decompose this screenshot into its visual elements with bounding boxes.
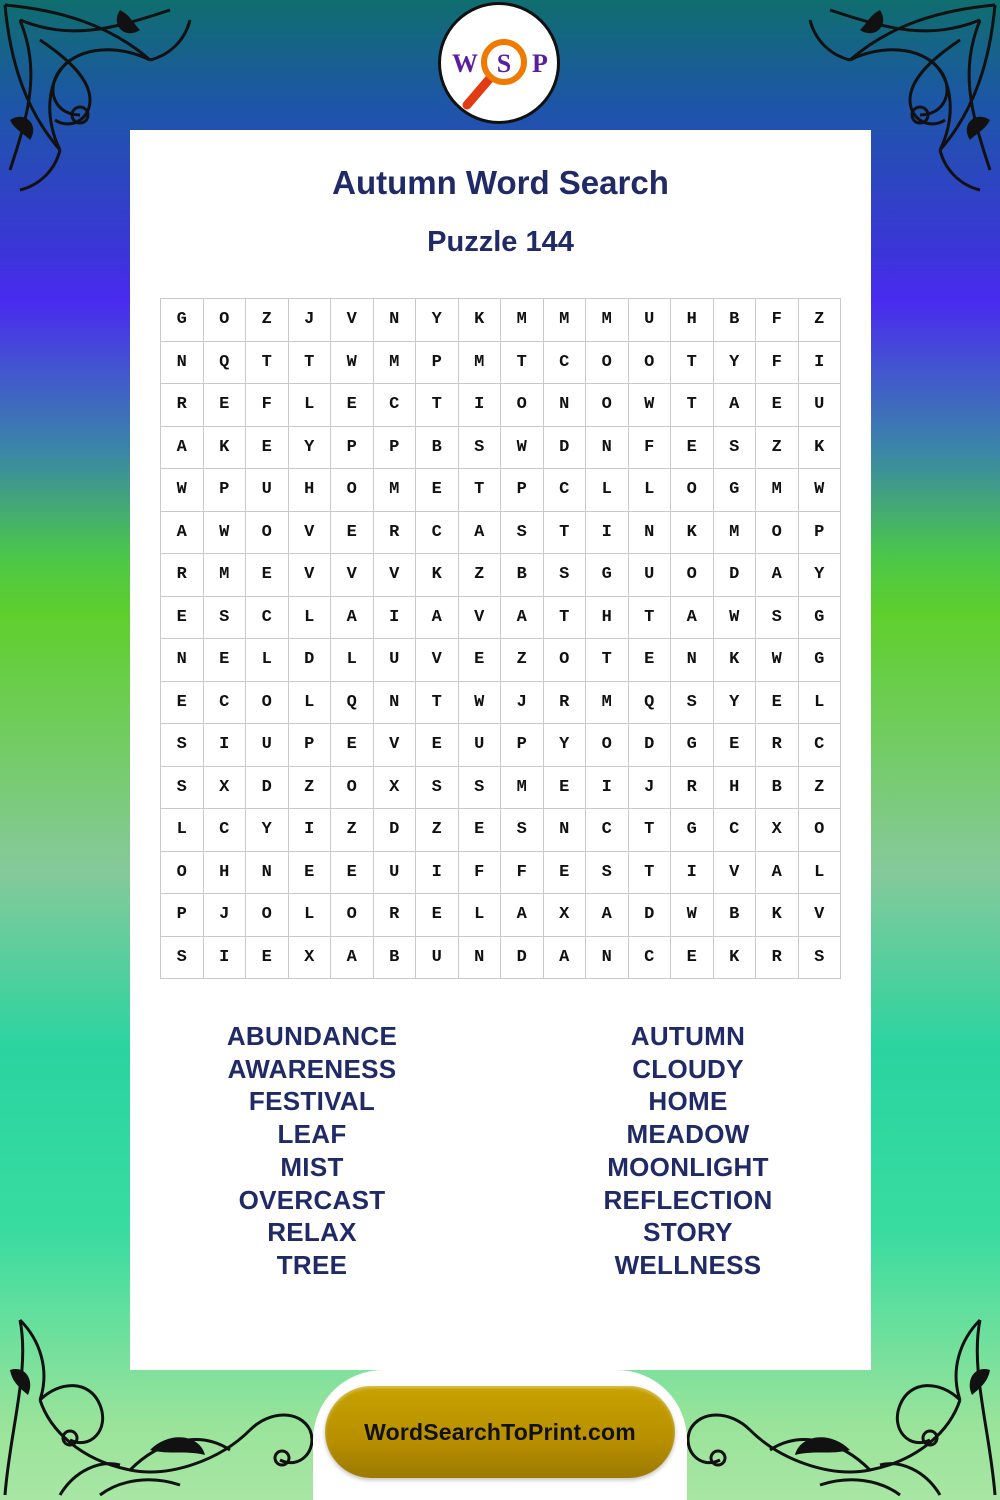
grid-cell[interactable]: Y: [246, 809, 289, 852]
grid-cell[interactable]: Y: [714, 342, 757, 385]
grid-cell[interactable]: W: [714, 597, 757, 640]
grid-cell[interactable]: A: [756, 554, 799, 597]
grid-cell[interactable]: S: [671, 682, 714, 725]
grid-cell[interactable]: E: [544, 767, 587, 810]
grid-cell[interactable]: V: [374, 724, 417, 767]
grid-cell[interactable]: W: [501, 427, 544, 470]
grid-cell[interactable]: C: [629, 937, 672, 980]
grid-cell[interactable]: Q: [204, 342, 247, 385]
grid-cell[interactable]: T: [629, 852, 672, 895]
grid-cell[interactable]: Z: [331, 809, 374, 852]
grid-cell[interactable]: A: [671, 597, 714, 640]
grid-cell[interactable]: Q: [331, 682, 374, 725]
grid-cell[interactable]: Z: [756, 427, 799, 470]
grid-cell[interactable]: F: [756, 299, 799, 342]
grid-cell[interactable]: X: [544, 894, 587, 937]
grid-cell[interactable]: N: [586, 937, 629, 980]
grid-cell[interactable]: X: [204, 767, 247, 810]
grid-cell[interactable]: M: [714, 512, 757, 555]
grid-cell[interactable]: E: [416, 724, 459, 767]
grid-cell[interactable]: X: [756, 809, 799, 852]
grid-cell[interactable]: U: [459, 724, 502, 767]
letter-grid[interactable]: [160, 298, 841, 979]
grid-cell[interactable]: E: [756, 682, 799, 725]
grid-cell[interactable]: S: [501, 809, 544, 852]
grid-cell[interactable]: E: [629, 639, 672, 682]
grid-cell[interactable]: G: [799, 639, 842, 682]
word-item: FESTIVAL: [248, 1086, 376, 1117]
word-item: STORY: [643, 1217, 733, 1248]
grid-cell[interactable]: F: [756, 342, 799, 385]
grid-cell[interactable]: C: [246, 597, 289, 640]
grid-cell[interactable]: E: [416, 894, 459, 937]
grid-cell[interactable]: K: [204, 427, 247, 470]
grid-cell[interactable]: K: [714, 937, 757, 980]
word-item: LEAF: [277, 1119, 347, 1150]
grid-cell[interactable]: D: [501, 937, 544, 980]
word-item: HOME: [648, 1086, 728, 1117]
grid-cell[interactable]: E: [714, 724, 757, 767]
grid-cell[interactable]: P: [374, 427, 417, 470]
grid-cell[interactable]: U: [374, 852, 417, 895]
grid-cell[interactable]: U: [629, 299, 672, 342]
grid-cell[interactable]: D: [629, 724, 672, 767]
grid-cell[interactable]: Z: [416, 809, 459, 852]
grid-cell[interactable]: L: [289, 597, 332, 640]
grid-cell[interactable]: S: [416, 767, 459, 810]
grid-cell[interactable]: H: [586, 597, 629, 640]
grid-cell[interactable]: T: [416, 384, 459, 427]
grid-cell[interactable]: E: [161, 682, 204, 725]
grid-cell[interactable]: V: [374, 554, 417, 597]
grid-cell[interactable]: L: [459, 894, 502, 937]
grid-cell[interactable]: R: [374, 512, 417, 555]
grid-cell[interactable]: E: [246, 554, 289, 597]
grid-cell[interactable]: B: [714, 894, 757, 937]
word-item: AUTUMN: [630, 1021, 746, 1051]
grid-cell[interactable]: S: [714, 427, 757, 470]
grid-cell[interactable]: R: [544, 682, 587, 725]
grid-cell[interactable]: N: [459, 937, 502, 980]
grid-cell[interactable]: O: [246, 682, 289, 725]
grid-cell[interactable]: N: [246, 852, 289, 895]
word-list-right-column: [538, 1020, 838, 1282]
grid-cell[interactable]: O: [799, 809, 842, 852]
grid-cell[interactable]: T: [246, 342, 289, 385]
grid-cell[interactable]: A: [586, 894, 629, 937]
grid-cell[interactable]: E: [246, 427, 289, 470]
grid-cell[interactable]: P: [289, 724, 332, 767]
grid-cell[interactable]: O: [331, 767, 374, 810]
grid-cell[interactable]: Y: [799, 554, 842, 597]
grid-cell[interactable]: W: [161, 469, 204, 512]
grid-cell[interactable]: B: [501, 554, 544, 597]
grid-cell[interactable]: V: [714, 852, 757, 895]
grid-cell[interactable]: A: [416, 597, 459, 640]
grid-cell[interactable]: S: [161, 937, 204, 980]
grid-cell[interactable]: G: [714, 469, 757, 512]
grid-cell[interactable]: O: [756, 512, 799, 555]
grid-cell[interactable]: D: [289, 639, 332, 682]
grid-cell[interactable]: I: [289, 809, 332, 852]
grid-cell[interactable]: L: [629, 469, 672, 512]
grid-cell[interactable]: K: [459, 299, 502, 342]
word-item: TREE: [276, 1249, 348, 1280]
grid-cell[interactable]: I: [374, 597, 417, 640]
puzzle-number: Puzzle 144: [427, 226, 574, 258]
grid-cell[interactable]: R: [161, 554, 204, 597]
grid-cell[interactable]: E: [671, 427, 714, 470]
word-item: MIST: [280, 1151, 344, 1182]
grid-cell[interactable]: T: [671, 384, 714, 427]
grid-cell[interactable]: T: [586, 639, 629, 682]
grid-cell[interactable]: A: [331, 597, 374, 640]
grid-cell[interactable]: S: [544, 554, 587, 597]
grid-cell[interactable]: W: [671, 894, 714, 937]
grid-cell[interactable]: T: [671, 342, 714, 385]
grid-cell[interactable]: T: [629, 597, 672, 640]
grid-cell[interactable]: V: [459, 597, 502, 640]
grid-cell[interactable]: S: [756, 597, 799, 640]
grid-cell[interactable]: W: [459, 682, 502, 725]
grid-cell[interactable]: Z: [289, 767, 332, 810]
grid-cell[interactable]: J: [501, 682, 544, 725]
grid-cell[interactable]: C: [204, 809, 247, 852]
grid-cell[interactable]: N: [161, 639, 204, 682]
grid-cell[interactable]: B: [714, 299, 757, 342]
grid-cell[interactable]: N: [374, 682, 417, 725]
website-button[interactable]: [325, 1386, 675, 1478]
grid-cell[interactable]: Z: [459, 554, 502, 597]
grid-cell[interactable]: F: [246, 384, 289, 427]
grid-cell[interactable]: I: [671, 852, 714, 895]
grid-cell[interactable]: S: [204, 597, 247, 640]
grid-cell[interactable]: B: [416, 427, 459, 470]
grid-cell[interactable]: P: [501, 724, 544, 767]
grid-cell[interactable]: A: [459, 512, 502, 555]
grid-cell[interactable]: L: [289, 894, 332, 937]
grid-cell[interactable]: E: [671, 937, 714, 980]
grid-cell[interactable]: U: [246, 469, 289, 512]
word-item: MOONLIGHT: [607, 1151, 769, 1182]
grid-cell[interactable]: D: [714, 554, 757, 597]
grid-cell[interactable]: M: [459, 342, 502, 385]
grid-cell[interactable]: O: [246, 512, 289, 555]
grid-cell[interactable]: L: [586, 469, 629, 512]
grid-cell[interactable]: R: [756, 937, 799, 980]
grid-cell[interactable]: M: [501, 767, 544, 810]
grid-cell[interactable]: W: [629, 384, 672, 427]
grid-cell[interactable]: Q: [629, 682, 672, 725]
grid-cell[interactable]: C: [586, 809, 629, 852]
grid-cell[interactable]: A: [501, 894, 544, 937]
grid-cell[interactable]: J: [629, 767, 672, 810]
grid-cell[interactable]: P: [204, 469, 247, 512]
grid-cell[interactable]: U: [246, 724, 289, 767]
grid-cell[interactable]: Z: [246, 299, 289, 342]
grid-cell[interactable]: A: [544, 937, 587, 980]
grid-cell[interactable]: M: [586, 299, 629, 342]
grid-cell[interactable]: U: [799, 384, 842, 427]
grid-cell[interactable]: J: [289, 299, 332, 342]
grid-cell[interactable]: O: [204, 299, 247, 342]
grid-cell[interactable]: M: [374, 342, 417, 385]
grid-cell[interactable]: F: [629, 427, 672, 470]
grid-cell[interactable]: E: [459, 639, 502, 682]
grid-cell[interactable]: E: [331, 512, 374, 555]
grid-cell[interactable]: I: [204, 724, 247, 767]
word-item: AWARENESS: [227, 1053, 397, 1084]
grid-cell[interactable]: R: [374, 894, 417, 937]
grid-cell[interactable]: E: [161, 597, 204, 640]
word-item: WELLNESS: [614, 1249, 762, 1280]
grid-cell[interactable]: O: [671, 554, 714, 597]
grid-cell[interactable]: M: [586, 682, 629, 725]
grid-cell[interactable]: X: [374, 767, 417, 810]
grid-cell[interactable]: T: [629, 809, 672, 852]
grid-cell[interactable]: T: [459, 469, 502, 512]
grid-cell[interactable]: H: [671, 299, 714, 342]
grid-cell[interactable]: K: [756, 894, 799, 937]
grid-cell[interactable]: W: [331, 342, 374, 385]
grid-cell[interactable]: L: [289, 384, 332, 427]
grid-cell[interactable]: C: [799, 724, 842, 767]
grid-cell[interactable]: I: [204, 937, 247, 980]
logo-letter-p: P: [532, 49, 548, 78]
grid-cell[interactable]: O: [246, 894, 289, 937]
grid-cell[interactable]: I: [459, 384, 502, 427]
grid-cell[interactable]: A: [331, 937, 374, 980]
grid-cell[interactable]: J: [204, 894, 247, 937]
grid-cell[interactable]: R: [671, 767, 714, 810]
grid-cell[interactable]: A: [161, 427, 204, 470]
grid-cell[interactable]: Y: [544, 724, 587, 767]
grid-cell[interactable]: M: [204, 554, 247, 597]
grid-cell[interactable]: M: [501, 299, 544, 342]
grid-cell[interactable]: S: [799, 937, 842, 980]
grid-cell[interactable]: B: [374, 937, 417, 980]
grid-cell[interactable]: W: [204, 512, 247, 555]
word-item: REFLECTION: [603, 1184, 773, 1215]
grid-cell[interactable]: N: [161, 342, 204, 385]
grid-cell[interactable]: R: [161, 384, 204, 427]
grid-cell[interactable]: V: [799, 894, 842, 937]
grid-cell[interactable]: O: [161, 852, 204, 895]
grid-cell[interactable]: W: [756, 639, 799, 682]
grid-cell[interactable]: D: [246, 767, 289, 810]
grid-cell[interactable]: K: [671, 512, 714, 555]
grid-cell[interactable]: K: [416, 554, 459, 597]
grid-cell[interactable]: X: [289, 937, 332, 980]
page-title: Autumn Word Search: [332, 164, 669, 201]
word-item: ABUNDANCE: [226, 1021, 398, 1051]
word-item: OVERCAST: [238, 1184, 386, 1215]
grid-cell[interactable]: P: [161, 894, 204, 937]
grid-cell[interactable]: G: [161, 299, 204, 342]
word-list-left-column: [162, 1020, 462, 1282]
grid-cell[interactable]: E: [246, 937, 289, 980]
grid-cell[interactable]: E: [331, 852, 374, 895]
grid-cell[interactable]: A: [501, 597, 544, 640]
grid-cell[interactable]: P: [416, 342, 459, 385]
word-item: RELAX: [267, 1217, 357, 1248]
grid-cell[interactable]: A: [714, 384, 757, 427]
grid-cell[interactable]: I: [799, 342, 842, 385]
grid-cell[interactable]: S: [161, 724, 204, 767]
grid-cell[interactable]: U: [374, 639, 417, 682]
grid-cell[interactable]: E: [204, 384, 247, 427]
grid-cell[interactable]: N: [586, 427, 629, 470]
grid-cell[interactable]: V: [289, 554, 332, 597]
grid-cell[interactable]: H: [714, 767, 757, 810]
grid-cell[interactable]: M: [544, 299, 587, 342]
grid-cell[interactable]: I: [586, 767, 629, 810]
grid-cell[interactable]: G: [586, 554, 629, 597]
grid-cell[interactable]: M: [756, 469, 799, 512]
grid-cell[interactable]: E: [756, 384, 799, 427]
grid-cell[interactable]: E: [331, 384, 374, 427]
grid-cell[interactable]: L: [331, 639, 374, 682]
grid-cell[interactable]: D: [544, 427, 587, 470]
grid-cell[interactable]: Y: [416, 299, 459, 342]
grid-cell[interactable]: M: [374, 469, 417, 512]
grid-cell[interactable]: D: [374, 809, 417, 852]
grid-cell[interactable]: V: [416, 639, 459, 682]
grid-cell[interactable]: F: [459, 852, 502, 895]
grid-cell[interactable]: I: [586, 512, 629, 555]
puzzle-panel: [130, 130, 871, 1370]
grid-cell[interactable]: O: [501, 384, 544, 427]
grid-cell[interactable]: T: [544, 512, 587, 555]
word-item: MEADOW: [626, 1119, 750, 1150]
grid-cell[interactable]: O: [586, 342, 629, 385]
grid-cell[interactable]: N: [544, 809, 587, 852]
grid-cell[interactable]: O: [629, 342, 672, 385]
grid-cell[interactable]: O: [331, 894, 374, 937]
grid-cell[interactable]: K: [714, 639, 757, 682]
grid-cell[interactable]: H: [204, 852, 247, 895]
grid-cell[interactable]: E: [459, 809, 502, 852]
grid-cell[interactable]: H: [289, 469, 332, 512]
grid-cell[interactable]: U: [629, 554, 672, 597]
grid-cell[interactable]: Y: [714, 682, 757, 725]
grid-cell[interactable]: L: [799, 682, 842, 725]
grid-cell[interactable]: L: [289, 682, 332, 725]
grid-cell[interactable]: T: [289, 342, 332, 385]
grid-cell[interactable]: O: [544, 639, 587, 682]
grid-cell[interactable]: O: [331, 469, 374, 512]
grid-cell[interactable]: C: [544, 469, 587, 512]
website-label: WordSearchToPrint.com: [364, 1418, 636, 1445]
grid-cell[interactable]: P: [501, 469, 544, 512]
grid-cell[interactable]: C: [544, 342, 587, 385]
grid-cell[interactable]: G: [671, 809, 714, 852]
grid-cell[interactable]: S: [459, 767, 502, 810]
grid-cell[interactable]: A: [161, 512, 204, 555]
grid-cell[interactable]: G: [799, 597, 842, 640]
grid-cell[interactable]: O: [671, 469, 714, 512]
grid-cell[interactable]: S: [586, 852, 629, 895]
logo-letter-w: W: [452, 49, 478, 78]
grid-cell[interactable]: V: [331, 554, 374, 597]
grid-cell[interactable]: S: [501, 512, 544, 555]
grid-cell[interactable]: E: [331, 724, 374, 767]
grid-cell[interactable]: D: [629, 894, 672, 937]
grid-cell[interactable]: F: [501, 852, 544, 895]
grid-cell[interactable]: S: [161, 767, 204, 810]
grid-cell[interactable]: Y: [289, 427, 332, 470]
grid-cell[interactable]: K: [799, 427, 842, 470]
grid-cell[interactable]: N: [544, 384, 587, 427]
grid-cell[interactable]: N: [671, 639, 714, 682]
grid-cell[interactable]: Z: [501, 639, 544, 682]
grid-cell[interactable]: E: [544, 852, 587, 895]
grid-cell[interactable]: V: [289, 512, 332, 555]
grid-cell[interactable]: T: [544, 597, 587, 640]
grid-cell[interactable]: G: [671, 724, 714, 767]
grid-cell[interactable]: C: [714, 809, 757, 852]
wsp-logo: [438, 2, 560, 124]
grid-cell[interactable]: A: [756, 852, 799, 895]
grid-cell[interactable]: L: [246, 639, 289, 682]
logo-letter-s: S: [496, 49, 512, 78]
grid-cell[interactable]: Z: [799, 767, 842, 810]
grid-cell[interactable]: P: [799, 512, 842, 555]
grid-cell[interactable]: N: [629, 512, 672, 555]
grid-cell[interactable]: V: [331, 299, 374, 342]
grid-cell[interactable]: I: [416, 852, 459, 895]
grid-cell[interactable]: B: [756, 767, 799, 810]
grid-cell[interactable]: L: [799, 852, 842, 895]
grid-cell[interactable]: O: [586, 724, 629, 767]
word-item: CLOUDY: [632, 1053, 744, 1084]
grid-cell[interactable]: U: [416, 937, 459, 980]
grid-cell[interactable]: T: [501, 342, 544, 385]
grid-cell[interactable]: E: [289, 852, 332, 895]
grid-cell[interactable]: T: [416, 682, 459, 725]
grid-cell[interactable]: P: [331, 427, 374, 470]
grid-cell[interactable]: S: [459, 427, 502, 470]
grid-cell[interactable]: E: [204, 639, 247, 682]
grid-cell[interactable]: Z: [799, 299, 842, 342]
grid-cell[interactable]: E: [416, 469, 459, 512]
grid-cell[interactable]: C: [416, 512, 459, 555]
grid-cell[interactable]: C: [374, 384, 417, 427]
grid-cell[interactable]: C: [204, 682, 247, 725]
grid-cell[interactable]: L: [161, 809, 204, 852]
grid-cell[interactable]: R: [756, 724, 799, 767]
grid-cell[interactable]: O: [586, 384, 629, 427]
grid-cell[interactable]: W: [799, 469, 842, 512]
grid-cell[interactable]: N: [374, 299, 417, 342]
